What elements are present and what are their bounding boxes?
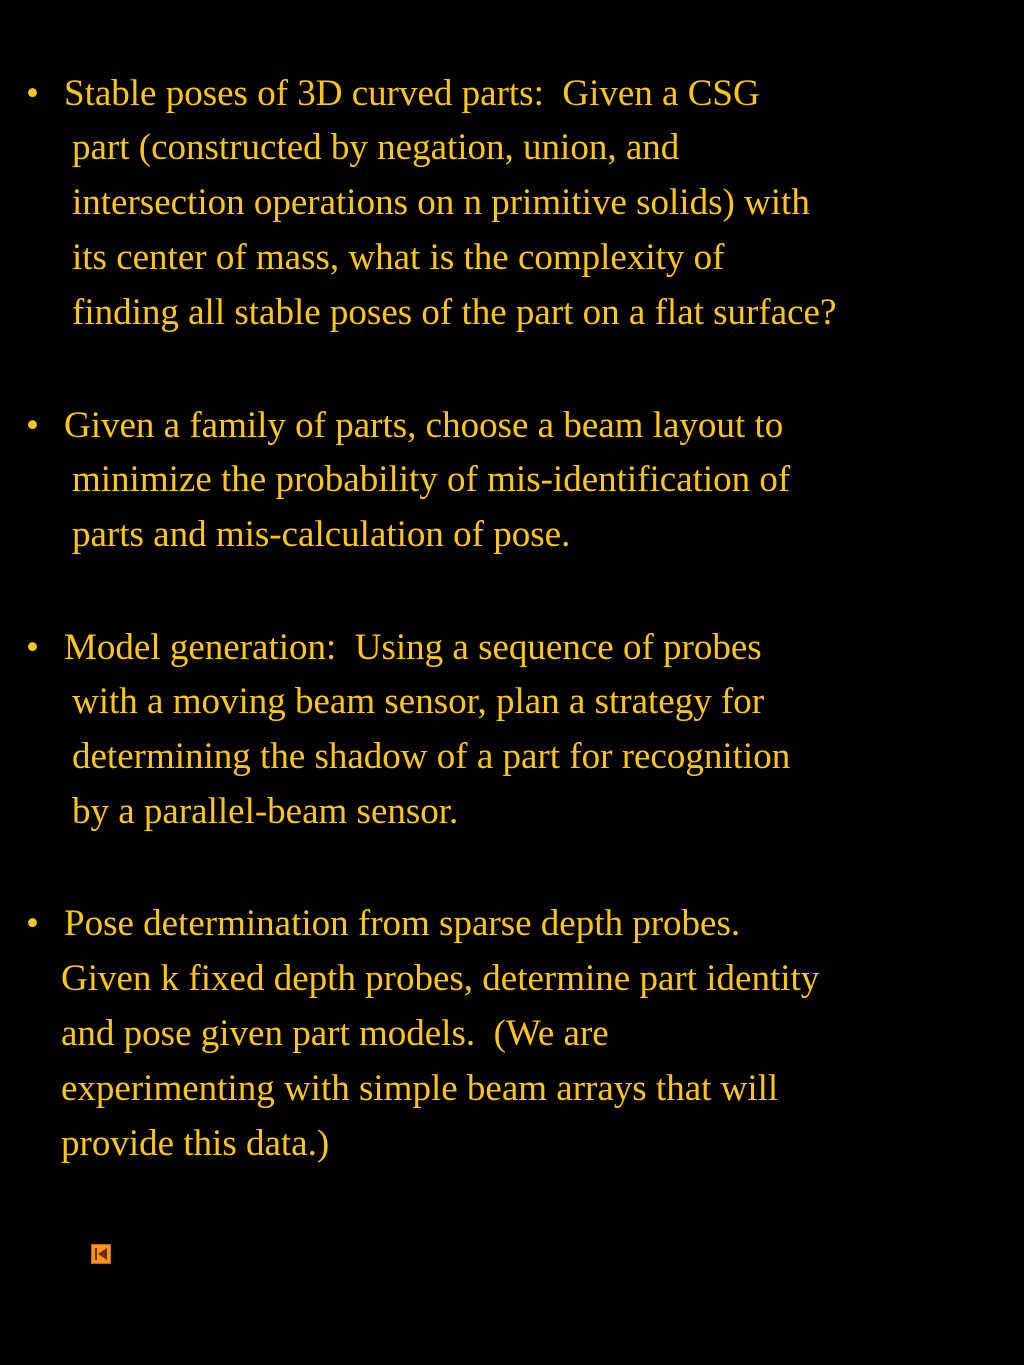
bullet-line: provide this data.) [61, 1123, 330, 1164]
bullet-line: experimenting with simple beam arrays that will [61, 1068, 779, 1109]
bullet-line: Given k fixed depth probes, determine part identity [61, 958, 820, 999]
bullet-line: Pose determination from sparse depth probes. [64, 903, 741, 944]
bullet-line: by a parallel-beam sensor. [72, 791, 459, 832]
bullet-line: its center of mass, what is the complexity of [72, 237, 725, 278]
bullet-marker: • [26, 903, 39, 944]
bullet-line: minimize the probability of mis-identification of [72, 459, 791, 500]
bullet-line: finding all stable poses of the part on a flat surface? [72, 292, 837, 333]
bullet-line: intersection operations on n primitive solids) with [72, 182, 810, 223]
bullet-line: part (constructed by negation, union, and [72, 127, 680, 168]
bullet-line: determining the shadow of a part for recognition [72, 736, 791, 777]
bullet-line: Stable poses of 3D curved parts: Given a CSG [64, 73, 760, 114]
bullet-marker: • [26, 73, 39, 114]
bullet-marker: • [26, 405, 39, 446]
bullet-marker: • [26, 627, 39, 668]
back-nav-button[interactable] [91, 1244, 111, 1264]
bullet-line: and pose given part models. (We are [61, 1013, 609, 1054]
bullet-line: parts and mis-calculation of pose. [72, 514, 571, 555]
bullet-line: Model generation: Using a sequence of probes [64, 627, 762, 668]
back-arrow-icon [92, 1245, 110, 1263]
bullet-line: Given a family of parts, choose a beam layout to [64, 405, 784, 446]
bullet-line: with a moving beam sensor, plan a strategy for [72, 681, 765, 722]
